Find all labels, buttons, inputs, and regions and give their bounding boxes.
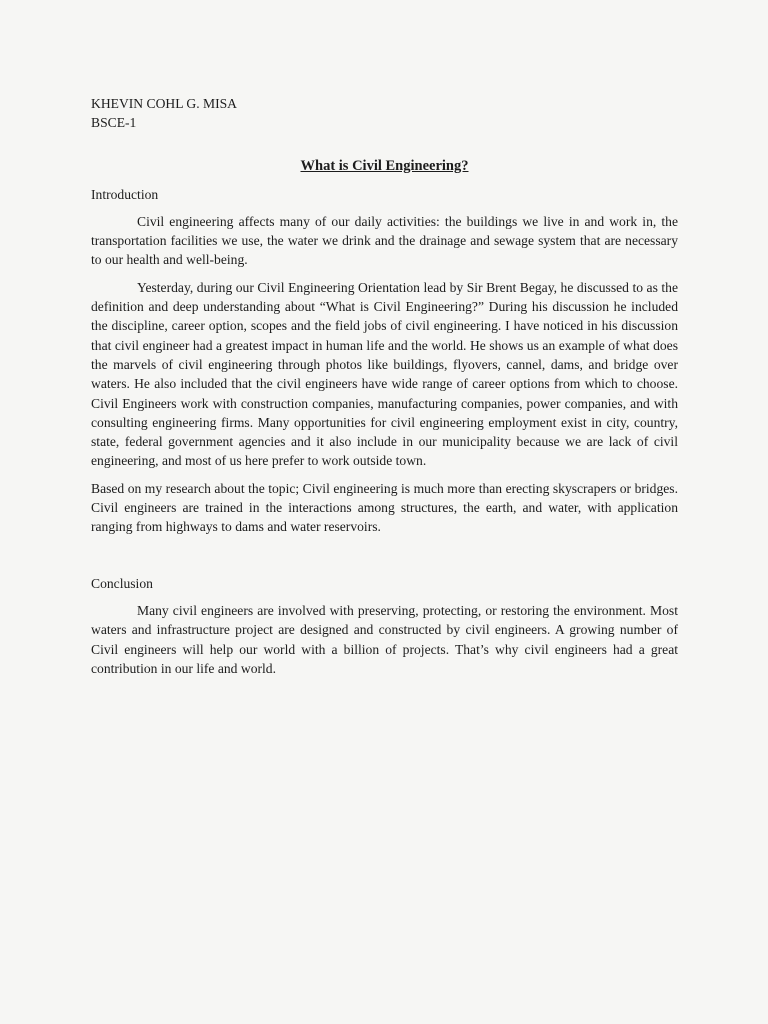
document-body	[91, 94, 678, 678]
conclusion-paragraph-1: Many civil engineers are involved with preserving, protecting, or restoring the environment. Most waters and infrastructure project are designed and constructed by civil engineers. A growing number of Civil engineers will help our world with a billion of projects. That’s why civil engineers had a great contribution in our life and world.	[91, 602, 678, 676]
introduction-heading: Introduction	[91, 186, 159, 202]
section-spacer	[91, 537, 678, 565]
conclusion-heading: Conclusion	[91, 575, 153, 591]
introduction-paragraph-2: Yesterday, during our Civil Engineering Orientation lead by Sir Brent Begay, he discussed to as the definition and deep understanding about “What is Civil Engineering?” During his discussion he included the discipline, career option, scopes and the field jobs of civil engineering. I have noticed in his discussion that civil engineer had a greatest impact in human life and the world. He shows us an example of what does the marvels of civil engineering through photos like buildings, flyovers, cannel, dams, and bridge over waters. He also included that the civil engineers have wide range of career options from which to choose. Civil Engineers work with construction companies, manufacturing companies, power companies, and with consulting engineering firms. Many opportunities for civil engineering employment exist in city, country, state, federal government agencies and it also include in our municipality because we are lack of civil engineering, and most of us here prefer to work outside town.	[91, 279, 678, 469]
author-name: KHEVIN COHL G. MISA	[91, 96, 237, 111]
document-title: What is Civil Engineering?	[300, 157, 469, 174]
author-course: BSCE-1	[91, 115, 137, 131]
introduction-paragraph-1: Civil engineering affects many of our daily activities: the buildings we live in and work in, the transportation facilities we use, the water we drink and the drainage and sewage system that are necessary to our health and well-being.	[91, 213, 678, 268]
introduction-paragraph-3: Based on my research about the topic; Civil engineering is much more than erecting skyscrapers or bridges. Civil engineers are trained in the interactions among structures, the earth, and water, with application ranging from highways to dams and water reservoirs.	[91, 480, 678, 535]
